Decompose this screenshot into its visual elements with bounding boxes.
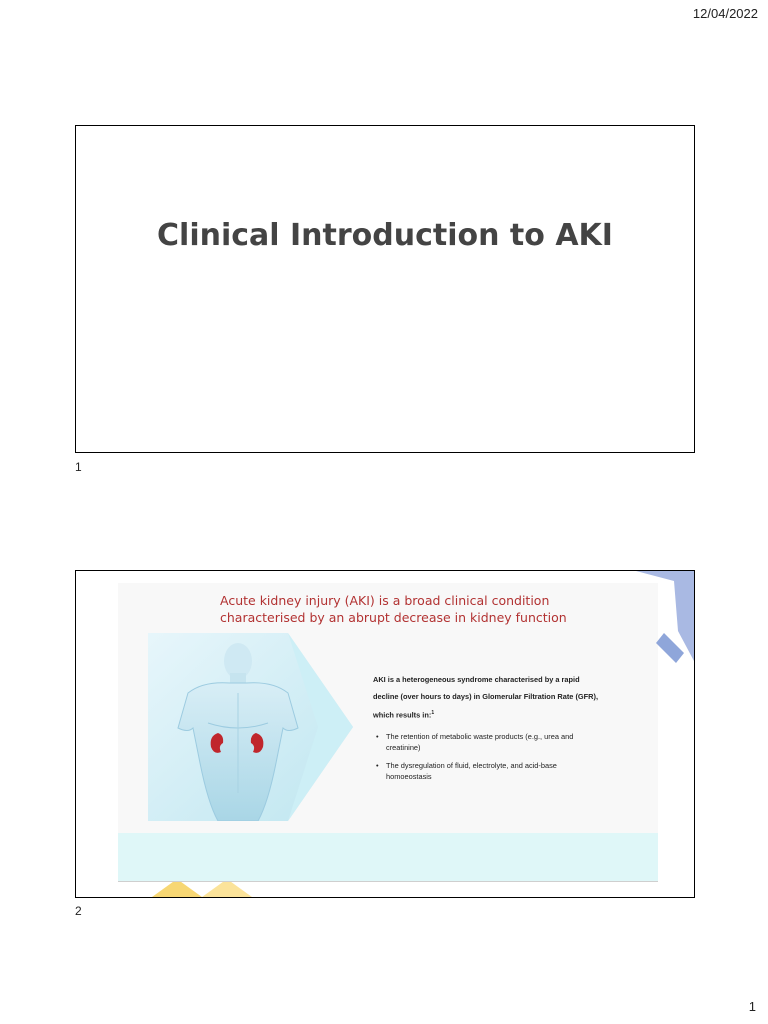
definition-text <box>373 671 603 789</box>
reference-marker: 1 <box>431 710 435 716</box>
slide-title: Clinical Introduction to AKI <box>157 218 613 253</box>
slide-number: 1 <box>75 460 82 474</box>
definition-lead <box>373 671 603 723</box>
corner-decoration-blue <box>616 571 694 671</box>
definition-lead-text: AKI is a heterogeneous syndrome characterised by a rapid decline (over hours to days) in Glomerular Filtration Rate (GFR), which results in: <box>373 675 599 720</box>
slide-number: 2 <box>75 904 82 918</box>
page-number: 1 <box>748 999 756 1014</box>
consequence-list <box>373 731 603 782</box>
list-item: • The retention of metabolic waste products (e.g., urea and creatinine) <box>373 731 603 753</box>
bottom-band <box>118 833 658 881</box>
bottom-divider <box>118 881 658 882</box>
kidney-torso-illustration <box>148 633 353 821</box>
slide-2 <box>75 570 695 898</box>
print-date: 12/04/2022 <box>692 6 758 21</box>
list-item: • The dysregulation of fluid, electrolyte, and acid-base homoeostasis <box>373 760 603 782</box>
slide-headline: Acute kidney injury (AKI) is a broad clinical condition characterised by an abrupt decrease in kidney function <box>220 593 567 625</box>
slide-1 <box>75 125 695 453</box>
